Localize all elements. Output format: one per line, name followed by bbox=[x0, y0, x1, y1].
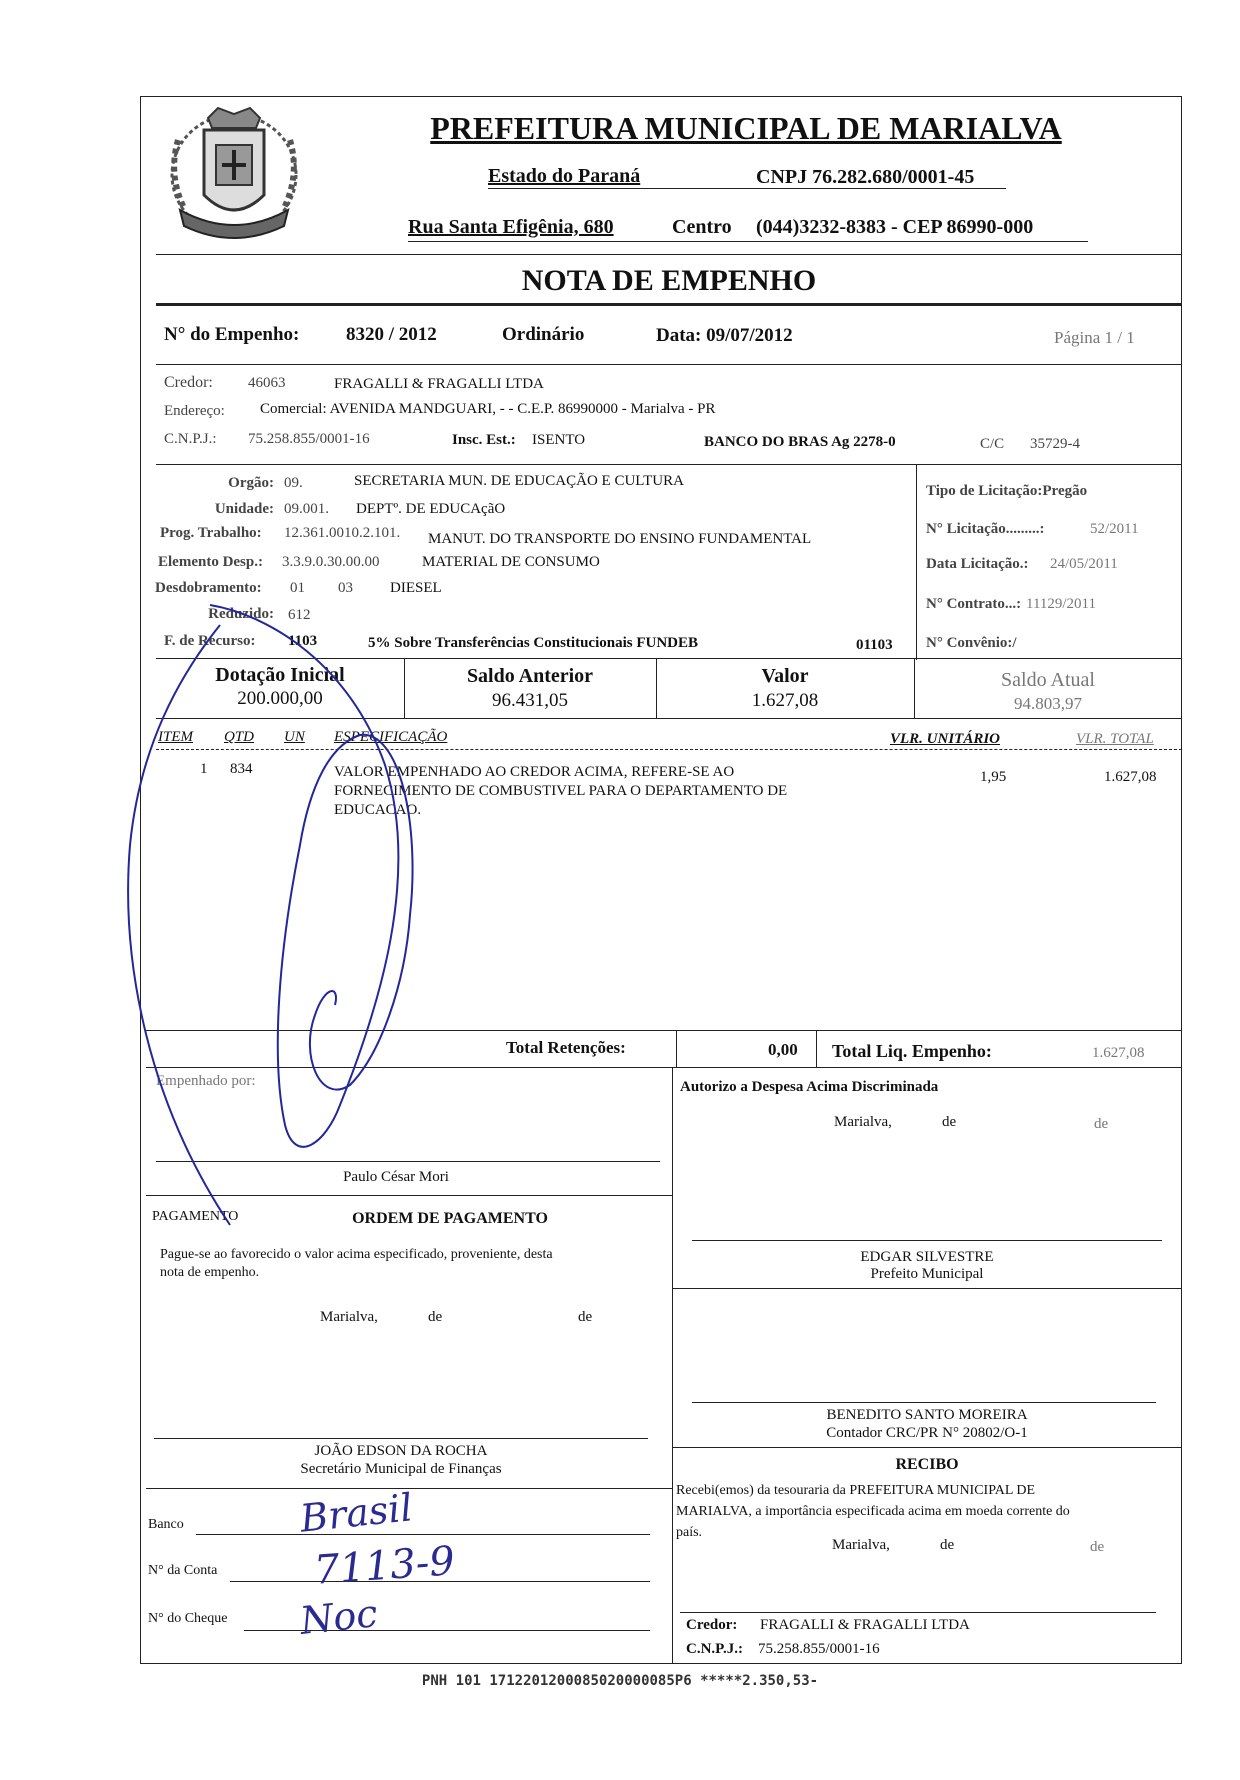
autorizo-de-1: de bbox=[942, 1114, 957, 1130]
empenho-number-label: N° do Empenho: bbox=[164, 324, 300, 345]
ordem-city: Marialva, bbox=[320, 1309, 378, 1325]
dotacao-inicial-value: 200.000,00 bbox=[237, 688, 323, 709]
credor-cnpj: 75.258.855/0001-16 bbox=[248, 431, 370, 447]
cheque-label: N° do Cheque bbox=[148, 1611, 228, 1626]
autorizo-de-2: de bbox=[1094, 1116, 1109, 1132]
saldo-anterior-label: Saldo Anterior bbox=[466, 665, 594, 687]
recibo-cnpj-label: C.N.P.J.: bbox=[686, 1641, 743, 1657]
item-unit-price: 1,95 bbox=[980, 769, 1007, 785]
licitacao-number: 52/2011 bbox=[1090, 521, 1139, 537]
elemento-code: 3.3.9.0.30.00.00 bbox=[282, 554, 380, 570]
col-un: UN bbox=[284, 729, 305, 745]
municipal-cnpj: CNPJ 76.282.680/0001-45 bbox=[756, 166, 975, 188]
col-especificacao: ESPECIFICAÇÃO bbox=[334, 729, 448, 745]
recurso-number: 01103 bbox=[856, 637, 893, 653]
contrato-label: N° Contrato...: bbox=[926, 596, 1022, 612]
col-vlr-total: VLR. TOTAL bbox=[1076, 731, 1154, 747]
municipal-district: Centro bbox=[672, 216, 732, 238]
saldo-atual-value: 94.803,97 bbox=[1014, 694, 1082, 713]
handwritten-banco: Brasil bbox=[298, 1485, 415, 1541]
recurso-name: 5% Sobre Transferências Constitucionais FUNDEB bbox=[368, 635, 699, 651]
recibo-cnpj: 75.258.855/0001-16 bbox=[758, 1641, 880, 1657]
unidade-name: DEPTº. DE EDUCAçãO bbox=[356, 501, 506, 517]
state-line bbox=[488, 188, 1006, 189]
prog-name: MANUT. DO TRANSPORTE DO ENSINO FUNDAMENTAL bbox=[428, 531, 812, 547]
signature-split bbox=[672, 1067, 673, 1663]
conta-label: N° da Conta bbox=[148, 1563, 218, 1578]
recibo-city: Marialva, bbox=[832, 1537, 890, 1553]
credor-insc-label: Insc. Est.: bbox=[452, 432, 516, 448]
desdobramento-name: DIESEL bbox=[390, 580, 442, 596]
contador-name: BENEDITO SANTO MOREIRA bbox=[826, 1407, 1028, 1423]
empenho-number: 8320 / 2012 bbox=[346, 324, 437, 345]
address-line bbox=[408, 241, 1088, 242]
credor-cc-label: C/C bbox=[980, 436, 1005, 452]
ordem-text-line2: nota de empenho. bbox=[160, 1265, 260, 1280]
item-spec-line2: FORNECIMENTO DE COMBUSTIVEL PARA O DEPARTAMENTO DE bbox=[334, 783, 788, 799]
retencoes-sep-1 bbox=[676, 1030, 677, 1068]
desdobramento-code: 01 bbox=[290, 580, 305, 596]
credor-label: Credor: bbox=[164, 374, 213, 391]
recurso-code: 1103 bbox=[288, 633, 318, 649]
contador-bottom bbox=[672, 1447, 1182, 1448]
secretario-name: JOÃO EDSON DA ROCHA bbox=[314, 1443, 488, 1459]
autorizo-label: Autorizo a Despesa Acima Discriminada bbox=[680, 1079, 939, 1095]
empenho-date: Data: 09/07/2012 bbox=[656, 325, 793, 346]
credor-divider bbox=[156, 464, 1182, 465]
recibo-credor-line bbox=[680, 1612, 1156, 1613]
handwritten-cheque: Noc bbox=[297, 1591, 380, 1643]
reduzido-value: 612 bbox=[288, 607, 311, 623]
item-spec-line3: EDUCACAO. bbox=[334, 802, 422, 818]
footer-code: PNH 101 1712201200085020000085P6 *****2.350,53- bbox=[421, 1673, 819, 1689]
credor-name: FRAGALLI & FRAGALLI LTDA bbox=[334, 376, 544, 392]
valor-label: Valor bbox=[761, 665, 809, 687]
orgao-label: Orgão: bbox=[228, 475, 274, 491]
prog-label: Prog. Trabalho: bbox=[160, 525, 262, 541]
orgao-code: 09. bbox=[284, 475, 303, 491]
recibo-credor-name: FRAGALLI & FRAGALLI LTDA bbox=[760, 1617, 970, 1633]
recibo-de-1: de bbox=[940, 1537, 955, 1553]
credor-insc: ISENTO bbox=[532, 432, 586, 448]
total-retencoes-value: 0,00 bbox=[768, 1040, 798, 1059]
prefeito-line bbox=[692, 1240, 1162, 1241]
licitacao-date-label: Data Licitação.: bbox=[926, 556, 1029, 572]
contrato-number: 11129/2011 bbox=[1026, 596, 1096, 612]
total-liq-value: 1.627,08 bbox=[1092, 1045, 1145, 1061]
valor-value: 1.627,08 bbox=[751, 690, 819, 711]
ordem-pagamento-title: ORDEM DE PAGAMENTO bbox=[352, 1210, 548, 1227]
empenhado-label: Empenhado por: bbox=[156, 1073, 256, 1089]
dotacao-inicial-label: Dotação Inicial bbox=[215, 664, 345, 686]
elemento-label: Elemento Desp.: bbox=[158, 554, 263, 570]
reduzido-label: Reduzido: bbox=[208, 606, 274, 622]
secretario-line bbox=[154, 1438, 648, 1439]
desdobramento-sub: 03 bbox=[338, 580, 353, 596]
municipal-crest-logo bbox=[160, 100, 308, 250]
contador-line bbox=[692, 1402, 1156, 1403]
total-liq-label: Total Liq. Empenho: bbox=[832, 1041, 992, 1061]
state-label: Estado do Paraná bbox=[488, 165, 641, 187]
col-item: ITEM bbox=[158, 729, 193, 745]
recibo-text-line2: MARIALVA, a importância especificada acima em moeda corrente do bbox=[676, 1504, 1070, 1519]
document-title: NOTA DE EMPENHO bbox=[521, 264, 817, 297]
prefeito-name: EDGAR SILVESTRE bbox=[860, 1249, 994, 1265]
municipal-address: Rua Santa Efigênia, 680 bbox=[408, 216, 614, 238]
elemento-name: MATERIAL DE CONSUMO bbox=[422, 554, 600, 570]
ordem-de-2: de bbox=[578, 1309, 593, 1325]
prefeito-role: Prefeito Municipal bbox=[870, 1266, 984, 1282]
page-number: Página 1 / 1 bbox=[1054, 328, 1135, 347]
retencoes-sep-2 bbox=[816, 1030, 817, 1068]
col-vlr-unitario: VLR. UNITÁRIO bbox=[890, 731, 1001, 747]
licitacao-divider bbox=[916, 464, 917, 660]
prefeito-bottom bbox=[672, 1288, 1182, 1289]
secretario-role: Secretário Municipal de Finanças bbox=[300, 1461, 502, 1477]
banco-label: Banco bbox=[148, 1517, 184, 1532]
item-spec-line1: VALOR EMPENHADO AO CREDOR ACIMA, REFERE-SE AO bbox=[334, 764, 735, 780]
desdobramento-label: Desdobramento: bbox=[155, 580, 262, 596]
saldo-atual-label: Saldo Atual bbox=[1001, 669, 1095, 691]
autorizo-city: Marialva, bbox=[834, 1114, 892, 1130]
page-title: PREFEITURA MUNICIPAL DE MARIALVA bbox=[430, 110, 1062, 146]
convenio-label: N° Convênio:/ bbox=[926, 635, 1017, 651]
recibo-text-line3: país. bbox=[676, 1525, 703, 1540]
ordem-text-line1: Pague-se ao favorecido o valor acima especificado, proveniente, desta bbox=[160, 1247, 553, 1262]
handwritten-signature bbox=[120, 585, 480, 1245]
title-divider bbox=[156, 303, 1182, 306]
licitacao-number-label: N° Licitação.........: bbox=[926, 521, 1045, 537]
item-total-price: 1.627,08 bbox=[1104, 769, 1157, 785]
orgao-name: SECRETARIA MUN. DE EDUCAÇÃO E CULTURA bbox=[354, 473, 684, 489]
credor-code: 46063 bbox=[248, 375, 286, 391]
col-qtd: QTD bbox=[224, 729, 255, 745]
banco-line bbox=[196, 1534, 650, 1535]
ordem-de-1: de bbox=[428, 1309, 443, 1325]
total-retencoes-label: Total Retenções: bbox=[506, 1038, 626, 1057]
recibo-de-2: de bbox=[1090, 1539, 1105, 1555]
licitacao-date: 24/05/2011 bbox=[1050, 556, 1118, 572]
header-divider bbox=[156, 254, 1182, 255]
saldo-anterior-value: 96.431,05 bbox=[492, 690, 568, 711]
credor-address-label: Endereço: bbox=[164, 403, 225, 419]
unidade-label: Unidade: bbox=[214, 501, 274, 517]
handwritten-conta: 7113-9 bbox=[312, 1538, 457, 1594]
recurso-label: F. de Recurso: bbox=[164, 633, 256, 649]
credor-cnpj-label: C.N.P.J.: bbox=[164, 431, 217, 447]
recibo-title: RECIBO bbox=[895, 1456, 959, 1473]
empenho-divider bbox=[156, 364, 1182, 365]
credor-address: Comercial: AVENIDA MANDGUARI, - - C.E.P. 86990000 - Marialva - PR bbox=[260, 401, 716, 417]
empenho-type: Ordinário bbox=[502, 324, 585, 345]
contador-role: Contador CRC/PR N° 20802/O-1 bbox=[826, 1425, 1028, 1441]
prog-code: 12.361.0010.2.101. bbox=[284, 525, 401, 541]
unidade-code: 09.001. bbox=[284, 501, 329, 517]
item-number: 1 bbox=[200, 761, 208, 777]
municipal-phone-cep: (044)3232-8383 - CEP 86990-000 bbox=[756, 216, 1034, 238]
recibo-credor-label: Credor: bbox=[686, 1617, 738, 1633]
licitacao-type: Tipo de Licitação:Pregão bbox=[926, 483, 1088, 499]
credor-cc: 35729-4 bbox=[1030, 436, 1080, 452]
recibo-text-line1: Recebi(emos) da tesouraria da PREFEITURA MUNICIPAL DE bbox=[676, 1483, 1036, 1498]
credor-bank: BANCO DO BRAS Ag 2278-0 bbox=[704, 434, 896, 450]
empenhado-name: Paulo César Mori bbox=[343, 1169, 449, 1185]
item-qtd: 834 bbox=[230, 761, 253, 777]
pagamento-label: PAGAMENTO bbox=[152, 1209, 239, 1224]
